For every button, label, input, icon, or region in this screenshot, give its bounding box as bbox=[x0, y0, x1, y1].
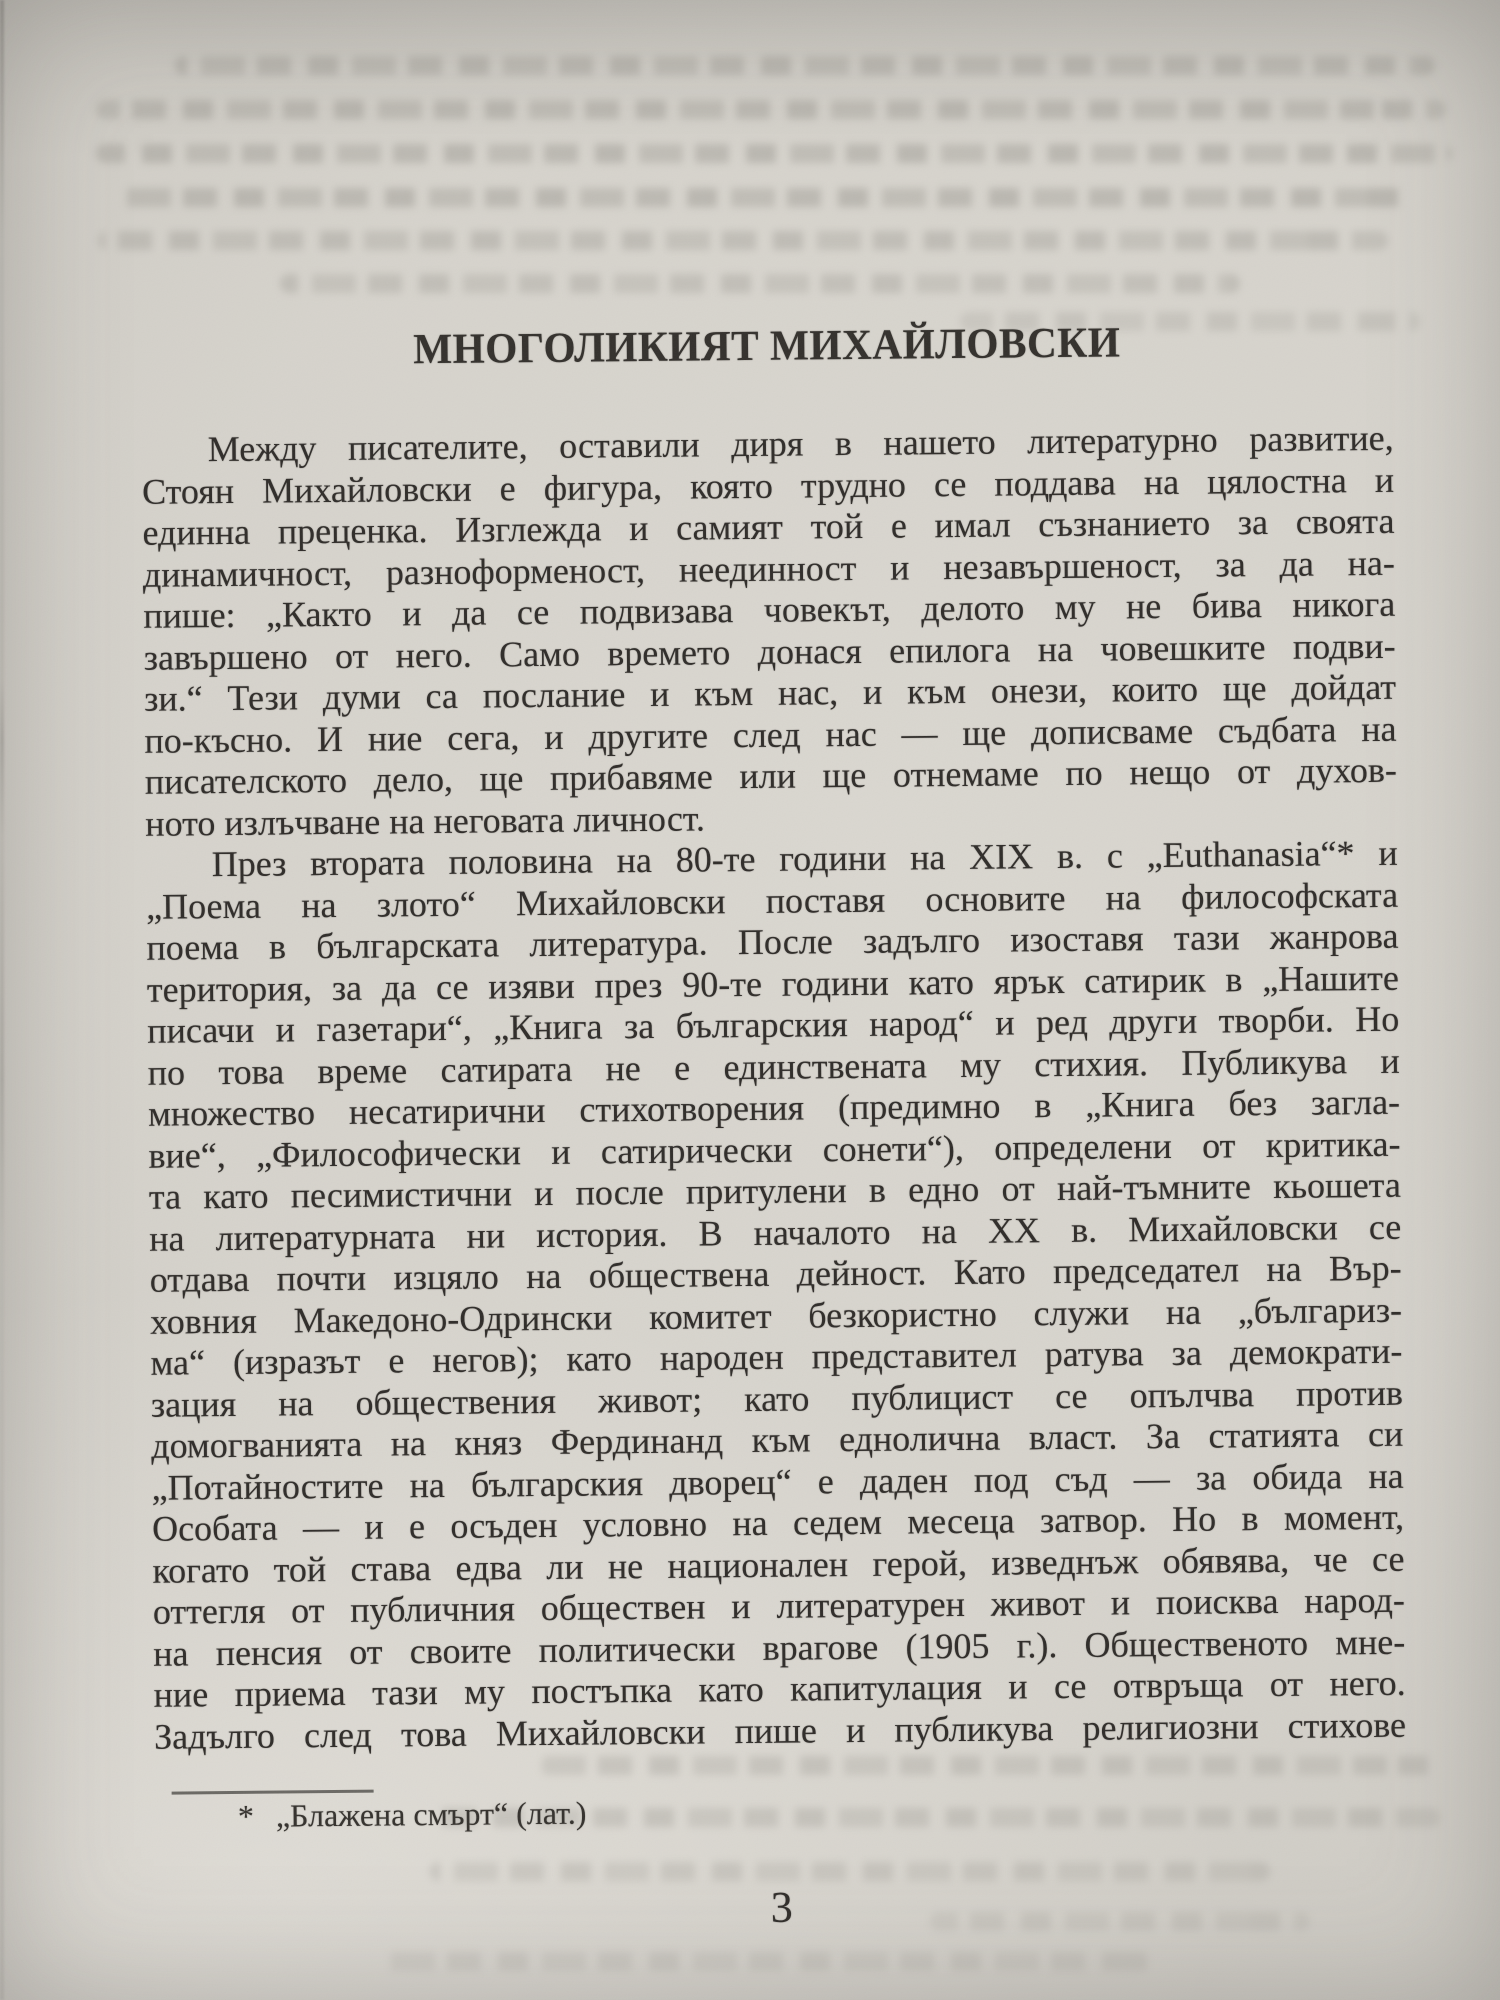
text-line: територия, за да се изяви през 90-те години като ярък сатирик в „Нашите bbox=[146, 957, 1400, 1010]
text-line: ма“ (изразът е негов); като народен представител ратува за демократи- bbox=[150, 1330, 1403, 1383]
text-line: множество несатирични стихотворения (предимно в „Книга без загла- bbox=[147, 1081, 1401, 1134]
text-line: оттегля от публичния обществен и литературен живот и поисква народ- bbox=[152, 1579, 1406, 1632]
page-number: 3 bbox=[770, 1882, 793, 1932]
text-line: Задълго след това Михайловски пише и публикува религиозни стихове bbox=[153, 1704, 1407, 1757]
footnote-separator bbox=[172, 1790, 374, 1795]
text-line: „Потайностите на българския дворец“ е даден под съд — за обида на bbox=[151, 1455, 1404, 1508]
chapter-title: МНОГОЛИКИЯТ МИХАЙЛОВСКИ bbox=[412, 319, 1121, 374]
text-line: вие“, „Философически и сатирически сонети“), определени от критика- bbox=[148, 1123, 1401, 1176]
text-line: завършено от него. Само времето донася епилога на човешките подви- bbox=[143, 625, 1396, 678]
text-line: единна преценка. Изглежда и самият той е имал съзнанието за своята bbox=[142, 500, 1395, 553]
text-line: Особата — и е осъден условно на седем месеца затвор. Но в момент, bbox=[151, 1496, 1405, 1549]
text-line: та като песимистични и после притулени в едно от най-тъмните кьошета bbox=[148, 1164, 1402, 1217]
text-line: на пенсия от своите политически врагове (1905 г.). Общественото мне- bbox=[153, 1621, 1406, 1674]
text-line: зи.“ Тези думи са послание и към нас, и към онези, които ще дойдат bbox=[143, 666, 1397, 719]
body-text bbox=[142, 418, 1407, 1758]
text-line: динамичност, разноформеност, неединност и незавършеност, за да на- bbox=[142, 542, 1396, 595]
text-line: писачи и газетари“, „Книга за българския народ“ и ред други творби. Но bbox=[147, 998, 1400, 1051]
footnote-marker: * bbox=[237, 1797, 255, 1834]
text-line: писателското дело, ще прибавяме или ще отнемаме по нещо от духов- bbox=[144, 749, 1398, 802]
text-line: на литературната ни история. В началото на XX в. Михайловски се bbox=[149, 1206, 1402, 1259]
text-line: „Поема на злото“ Михайловски поставя основите на философската bbox=[145, 874, 1399, 927]
footnote-text: „Блажена смърт“ (лат.) bbox=[275, 1794, 587, 1834]
text-line: по-късно. И ние сега, и другите след нас — ще дописваме съдбата на bbox=[144, 708, 1397, 761]
text-line: ното излъчване на неговата личност. bbox=[145, 797, 706, 844]
text-line: поема в българската литература. После задълго изоставя тази жанрова bbox=[146, 915, 1399, 968]
text-line: зация на обществения живот; като публицист се опълчва против bbox=[150, 1372, 1404, 1425]
footnote bbox=[238, 1795, 587, 1835]
text-line: когато той става едва ли не национален герой, изведнъж обявява, че се bbox=[152, 1538, 1405, 1591]
text-line: пише: „Както и да се подвизава човекът, делото му не бива никога bbox=[143, 583, 1396, 636]
text-line: През втората половина на 80-те години на XIX в. с „Euthanasia“* и bbox=[211, 832, 1398, 885]
text-line: ховния Македоно-Одрински комитет безкористно служи на „българиз- bbox=[149, 1289, 1403, 1342]
text-line: Стоян Михайловски е фигура, която трудно се поддава на цялостна и bbox=[141, 459, 1395, 512]
text-line: домогванията на княз Фердинанд към еднолична власт. За статията си bbox=[151, 1413, 1404, 1466]
text-line: ние приема тази му постъпка като капитулация и се отвръща от него. bbox=[153, 1662, 1406, 1715]
text-line: по това време сатирата не е единствената му стихия. Публикува и bbox=[147, 1040, 1400, 1093]
text-line: Между писателите, оставили диря в нашето литературно развитие, bbox=[207, 417, 1394, 470]
text-line: отдава почти изцяло на обществена дейност. Като председател на Вър- bbox=[149, 1247, 1402, 1300]
